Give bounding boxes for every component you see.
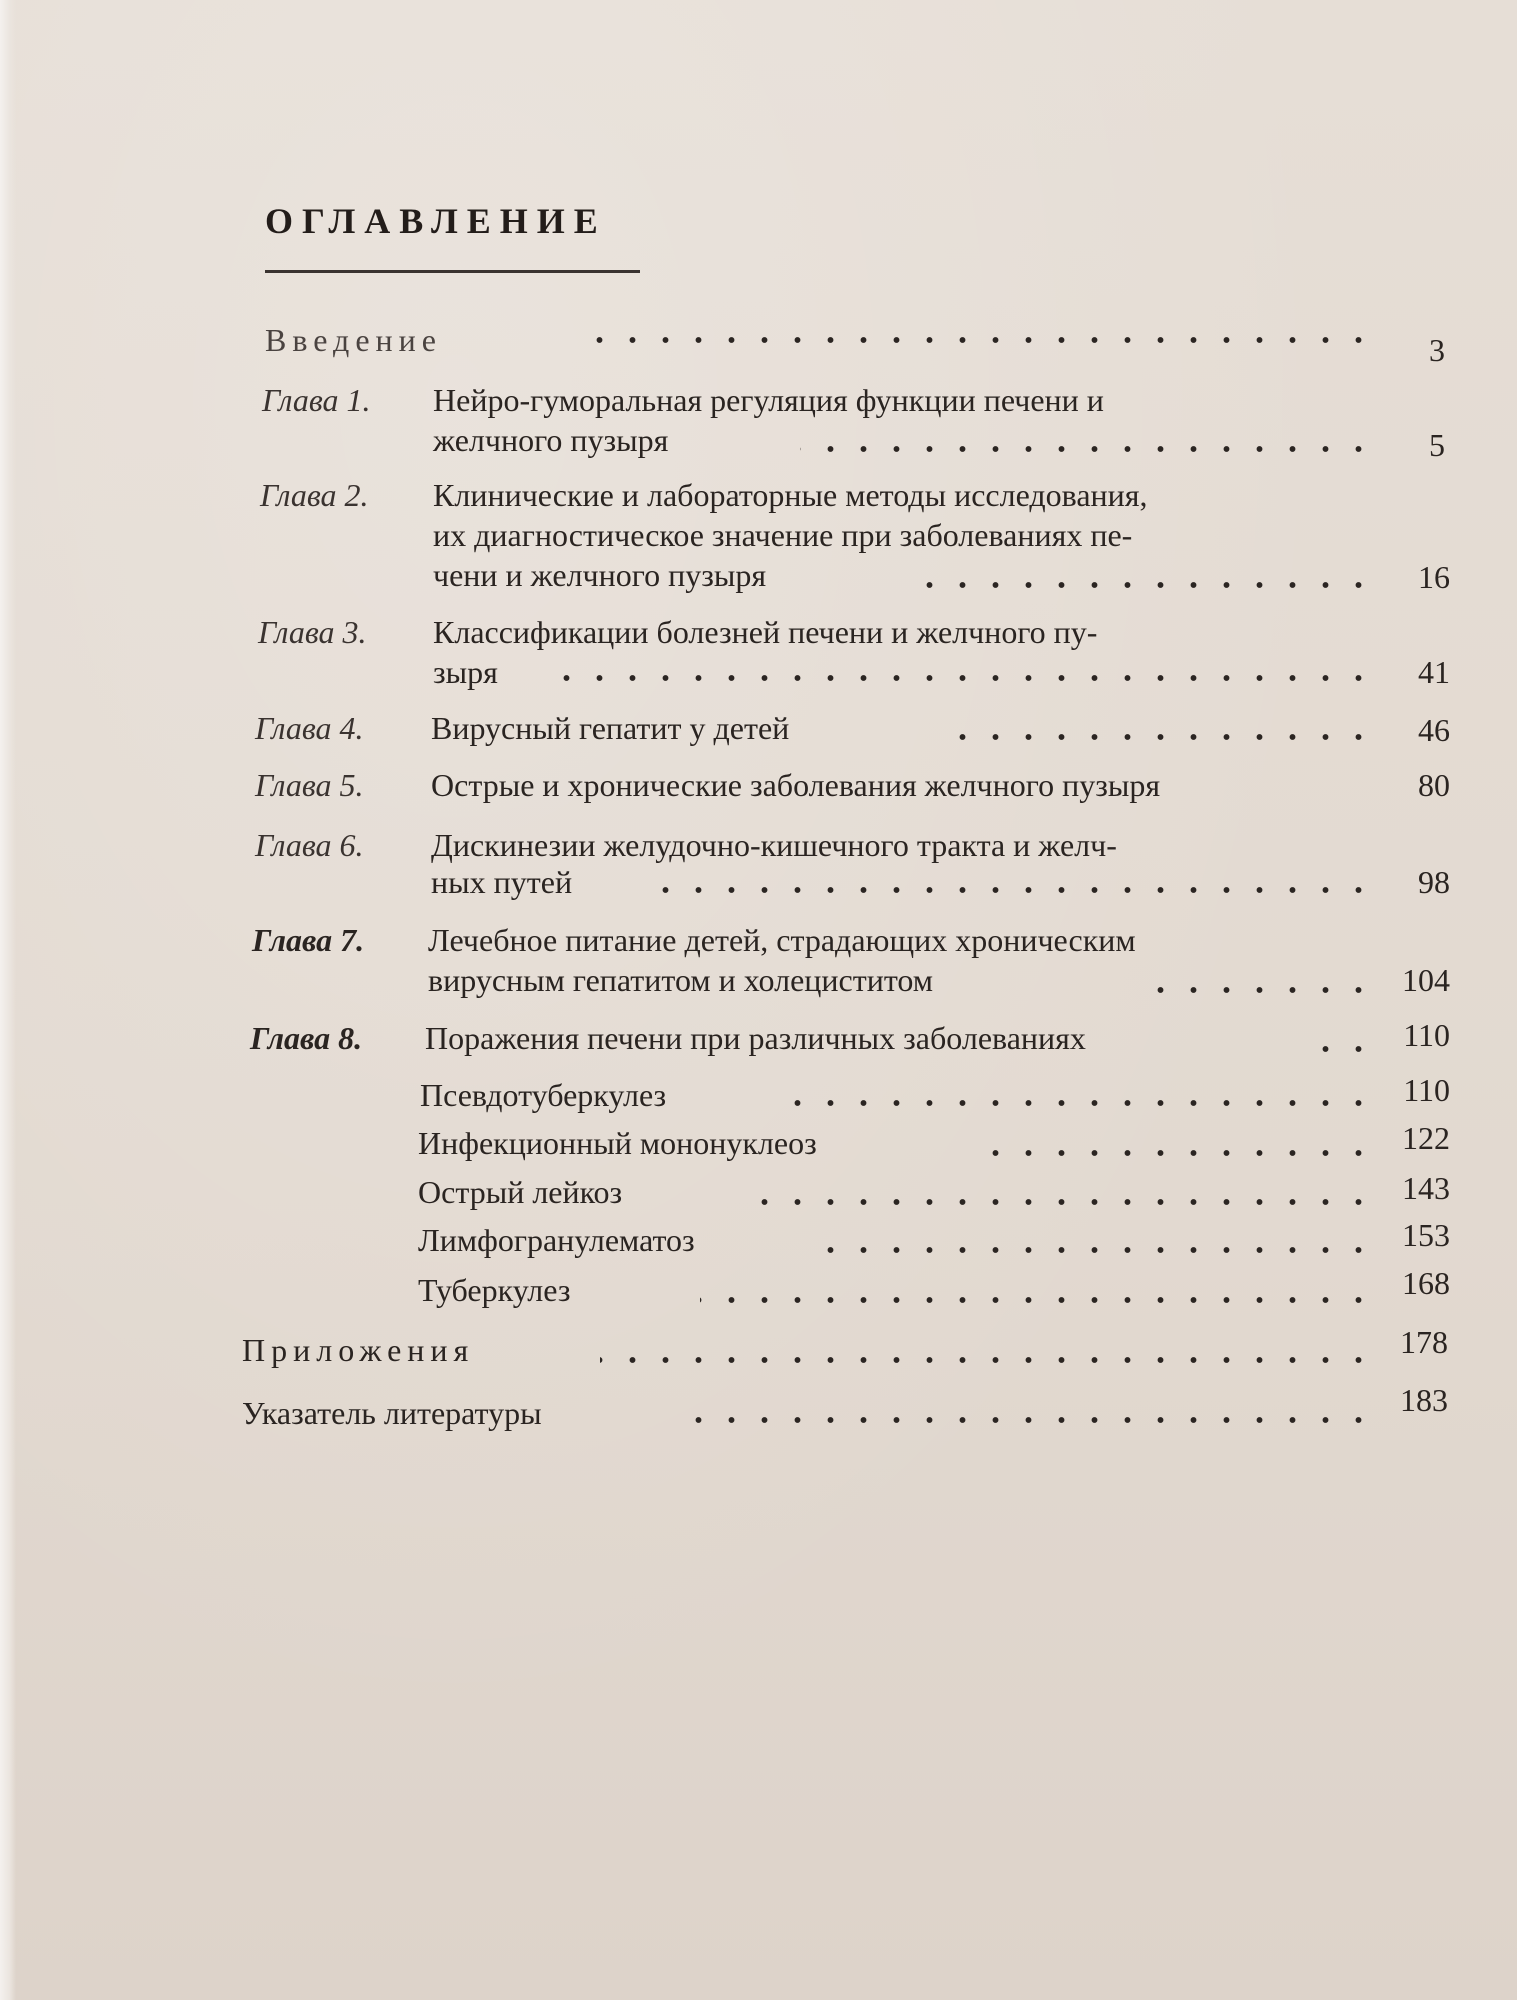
leader-dots — [1310, 1044, 1375, 1054]
chapter-2-title-line-1: Клинические и лабораторные методы исследования, — [433, 477, 1148, 513]
chapter-1-title-line-1: Нейро-гуморальная регуляция функции печени и — [433, 382, 1104, 418]
leader-dots — [685, 1415, 1375, 1425]
chapter-7-title-line-1: Лечебное питание детей, страдающих хроническим — [428, 922, 1136, 958]
subsection-page: 153 — [1402, 1217, 1450, 1253]
subsection-title: Лимфогранулематоз — [418, 1222, 695, 1258]
chapter-3-title-line-2: зыря — [433, 654, 498, 690]
chapter-4-label: Глава 4. — [255, 710, 364, 746]
chapter-5-page: 80 — [1418, 767, 1450, 803]
leader-dots — [820, 1245, 1375, 1255]
leader-dots — [640, 885, 1375, 895]
chapter-6-title-line-1: Дискинезии желудочно-кишечного тракта и желч- — [431, 827, 1117, 863]
subsection-title: Острый лейкоз — [418, 1174, 623, 1210]
leader-dots — [1145, 985, 1375, 995]
chapter-3-label: Глава 3. — [258, 614, 367, 650]
chapter-2-label: Глава 2. — [260, 477, 369, 513]
chapter-7-label: Глава 7. — [252, 922, 365, 958]
chapter-6-label: Глава 6. — [255, 827, 364, 863]
toc-intro-page: 3 — [1429, 332, 1445, 368]
subsection-page: 122 — [1402, 1120, 1450, 1156]
subsection-title: Инфекционный мононуклеоз — [418, 1125, 817, 1161]
toc-bibliography-page: 183 — [1400, 1382, 1448, 1418]
leader-dots — [745, 1197, 1375, 1207]
page-title: ОГЛАВЛЕНИЕ — [265, 201, 607, 241]
toc-bibliography-text: Указатель литературы — [242, 1395, 542, 1431]
subsection-page: 168 — [1402, 1265, 1450, 1301]
chapter-3-title-line-1: Классификации болезней печени и желчного пу- — [433, 614, 1098, 650]
chapter-1-page: 5 — [1429, 427, 1445, 463]
chapter-2-page: 16 — [1418, 559, 1450, 595]
subsection-title: Туберкулез — [418, 1272, 571, 1308]
leader-dots — [580, 335, 1375, 345]
chapter-5-title: Острые и хронические заболевания желчного пузыря — [431, 767, 1161, 803]
subsection-title: Псевдотуберкулез — [420, 1077, 667, 1113]
chapter-5-label: Глава 5. — [255, 767, 364, 803]
chapter-3-page: 41 — [1418, 654, 1450, 690]
leader-dots — [980, 1148, 1375, 1158]
leader-dots — [770, 1098, 1375, 1108]
leader-dots — [700, 1295, 1375, 1305]
chapter-2-title-line-3: чени и желчного пузыря — [433, 557, 767, 593]
chapter-1-title-line-2: желчного пузыря — [433, 422, 669, 458]
leader-dots — [800, 444, 1375, 454]
toc-intro-text: Введение — [265, 322, 442, 358]
leader-dots — [910, 580, 1375, 590]
chapter-6-page: 98 — [1418, 864, 1450, 900]
chapter-6-title-line-2: ных путей — [431, 864, 573, 900]
chapter-8-page: 110 — [1403, 1017, 1450, 1053]
chapter-7-page: 104 — [1402, 962, 1450, 998]
chapter-4-title: Вирусный гепатит у детей — [431, 710, 790, 746]
toc-appendix-text: Приложения — [242, 1332, 475, 1368]
chapter-8-title: Поражения печени при различных заболеваниях — [425, 1020, 1086, 1056]
subsection-page: 143 — [1402, 1170, 1450, 1206]
subsection-page: 110 — [1403, 1072, 1450, 1108]
leader-dots — [945, 732, 1375, 742]
chapter-1-label: Глава 1. — [262, 382, 371, 418]
leader-dots — [540, 673, 1375, 683]
chapter-2-title-line-2: их диагностическое значение при заболеваниях пе- — [433, 517, 1133, 553]
leader-dots — [600, 1355, 1375, 1365]
toc-appendix-page: 178 — [1400, 1324, 1448, 1360]
chapter-8-label: Глава 8. — [250, 1020, 363, 1056]
chapter-4-page: 46 — [1418, 712, 1450, 748]
chapter-7-title-line-2: вирусным гепатитом и холециститом — [428, 962, 934, 998]
